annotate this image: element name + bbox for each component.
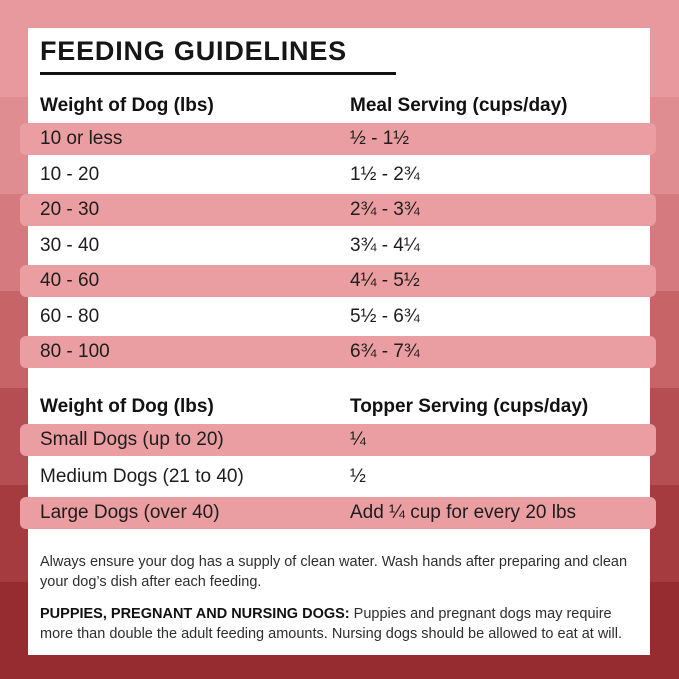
table-row	[20, 497, 656, 529]
weight-cell: 60 - 80	[40, 305, 100, 327]
weight-cell: Small Dogs (up to 20)	[40, 429, 224, 450]
weight-cell: Medium Dogs (21 to 40)	[40, 465, 244, 487]
serving-cell: Add ¼ cup for every 20 lbs	[350, 502, 577, 523]
title-underline	[40, 72, 396, 75]
footnotes	[40, 552, 638, 656]
serving-cell: ½ - 1½	[350, 128, 410, 149]
puppies-note-label: PUPPIES, PREGNANT AND NURSING DOGS:	[40, 606, 350, 622]
column-header-meal-serving: Meal Serving (cups/day)	[350, 95, 568, 116]
table-row	[20, 230, 656, 262]
table-row	[20, 194, 656, 226]
serving-cell: 1½ - 2¾	[350, 163, 420, 185]
weight-cell: Large Dogs (over 40)	[40, 502, 220, 523]
column-header-weight: Weight of Dog (lbs)	[40, 396, 214, 417]
column-header-topper-serving: Topper Serving (cups/day)	[350, 396, 589, 417]
serving-cell: 2¾ - 3¾	[350, 199, 420, 220]
feeding-guidelines-card	[28, 28, 650, 655]
serving-cell: 5½ - 6¾	[350, 305, 420, 327]
puppies-note-text: Puppies and pregnant dogs may require more than double the adult feeding amounts. Nursing dogs should be allowed to eat at will.	[40, 606, 622, 642]
serving-cell: 4¼ - 5½	[350, 270, 420, 291]
page-title: FEEDING GUIDELINES	[40, 36, 347, 66]
weight-cell: 80 - 100	[40, 341, 110, 362]
clean-water-note: Always ensure your dog has a supply of clean water. Wash hands after preparing and clean your dog’s dish after each feeding.	[40, 554, 628, 590]
weight-cell: 20 - 30	[40, 199, 100, 220]
serving-cell: 6¾ - 7¾	[350, 341, 420, 362]
table-row	[20, 461, 656, 493]
meal-table-body	[20, 123, 656, 372]
column-header-weight: Weight of Dog (lbs)	[40, 95, 214, 116]
puppies-note	[40, 604, 638, 644]
table-row	[20, 159, 656, 191]
table-row	[20, 336, 656, 368]
table-row	[20, 265, 656, 297]
serving-cell: ½	[350, 465, 366, 487]
table-row	[20, 301, 656, 333]
table-row	[20, 424, 656, 456]
weight-cell: 10 or less	[40, 128, 123, 149]
meal-table-header-row	[40, 95, 638, 117]
topper-table-body	[20, 424, 656, 534]
table-row	[20, 123, 656, 155]
serving-cell: ¼	[350, 429, 366, 450]
weight-cell: 40 - 60	[40, 270, 100, 291]
topper-table-header-row	[40, 396, 638, 418]
serving-cell: 3¾ - 4¼	[350, 234, 420, 256]
weight-cell: 10 - 20	[40, 163, 100, 185]
weight-cell: 30 - 40	[40, 234, 100, 256]
